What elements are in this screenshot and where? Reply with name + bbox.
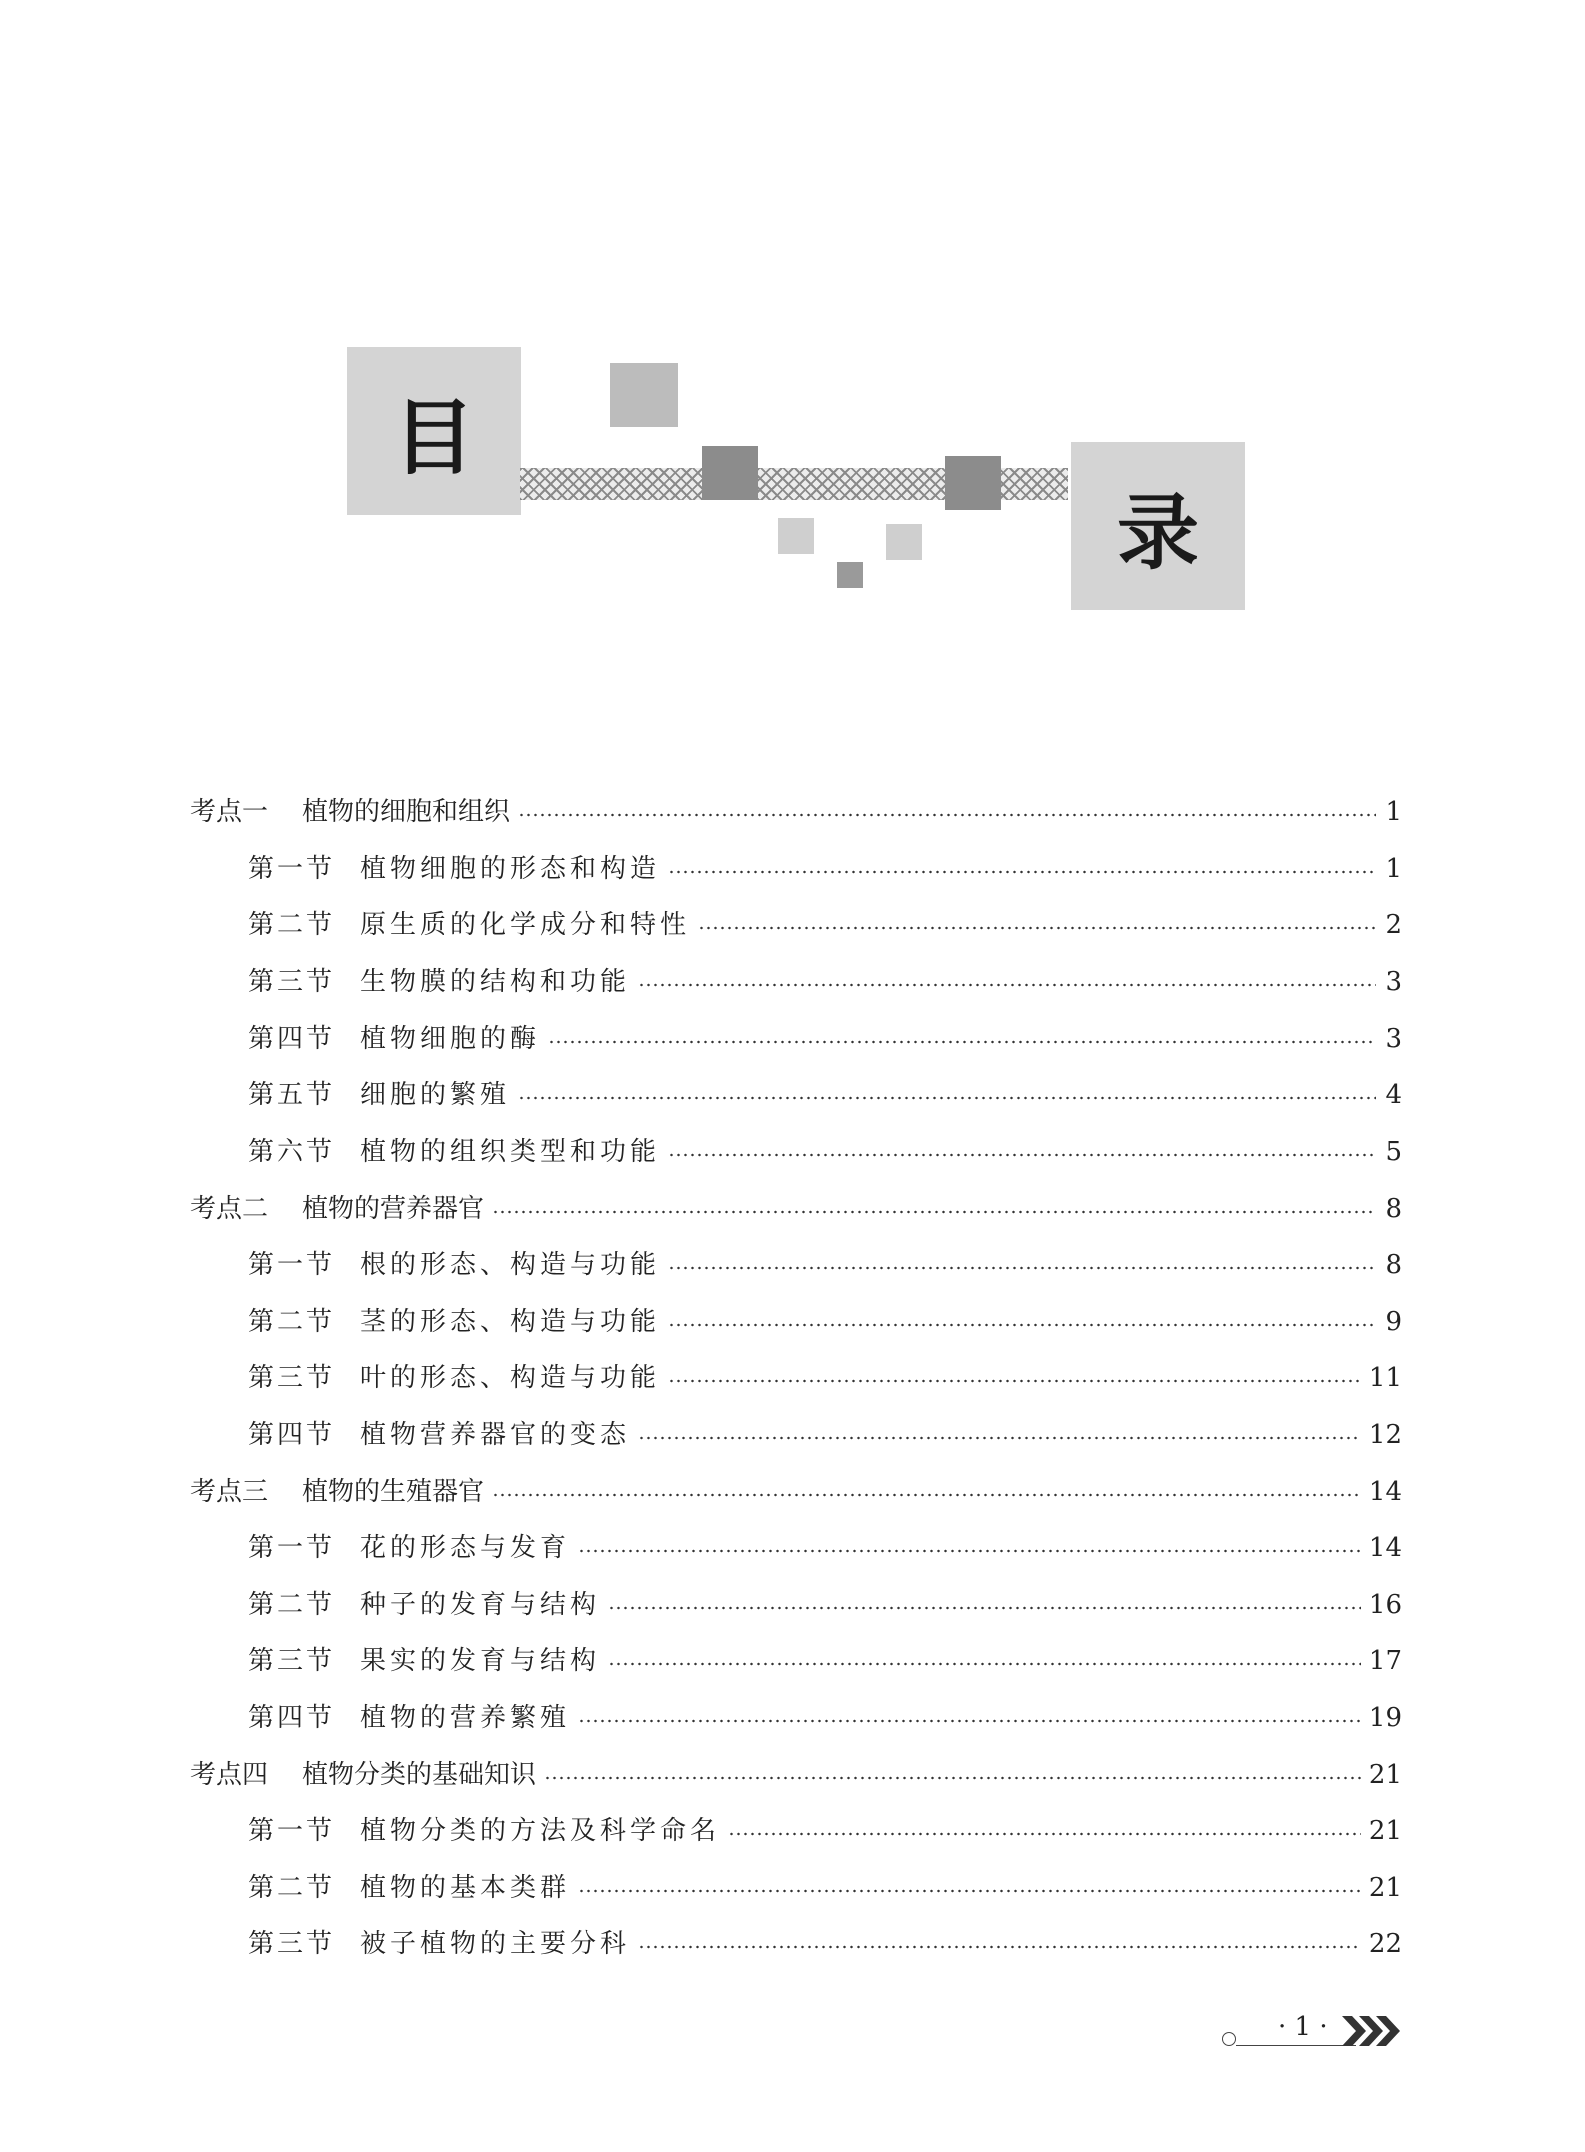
page-number: 16 [1368, 1590, 1402, 1620]
section-title: 植物的基本类群 [360, 1873, 571, 1903]
section-number: 第二节 [248, 910, 336, 940]
title-char-1: 目 [392, 390, 475, 486]
double-chevron-right-icon [1342, 2014, 1402, 2048]
page-number: 22 [1368, 1929, 1402, 1959]
leader-dots [492, 1210, 1376, 1214]
toc-chapter-2[interactable] [190, 1192, 1402, 1226]
deco-square [837, 562, 863, 588]
section-title: 茎的形态、构造与功能 [360, 1307, 661, 1337]
toc-section[interactable] [248, 1078, 1402, 1112]
leader-dots [578, 1889, 1361, 1893]
toc-section[interactable] [248, 1871, 1402, 1905]
page-number: 8 [1385, 1194, 1402, 1224]
section-number: 第三节 [248, 1646, 336, 1676]
leader-dots [544, 1776, 1361, 1780]
toc-section[interactable] [248, 965, 1402, 999]
toc-section[interactable] [248, 1022, 1402, 1056]
page-number: 3 [1385, 967, 1402, 997]
leader-dots [578, 1719, 1361, 1723]
section-title: 细胞的繁殖 [360, 1080, 511, 1110]
page-number: 3 [1385, 1024, 1402, 1054]
toc-section[interactable] [248, 1814, 1402, 1848]
toc-section[interactable] [248, 1927, 1402, 1961]
leader-dots [638, 983, 1376, 987]
section-title: 植物营养器官的变态 [360, 1420, 631, 1450]
section-number: 第四节 [248, 1024, 336, 1054]
toc-section[interactable] [248, 1305, 1402, 1339]
section-number: 第一节 [248, 854, 336, 884]
toc-section[interactable] [248, 1361, 1402, 1395]
toc-chapter-4[interactable] [190, 1758, 1402, 1792]
toc-section[interactable] [248, 1701, 1402, 1735]
leader-dots [698, 926, 1376, 930]
toc-chapter-1[interactable] [190, 795, 1402, 829]
deco-square [778, 518, 814, 554]
deco-square [702, 446, 758, 500]
chapter-title: 植物分类的基础知识 [302, 1760, 537, 1790]
deco-square [886, 524, 922, 560]
toc-section[interactable] [248, 1135, 1402, 1169]
leader-dots [548, 1040, 1376, 1044]
toc-section[interactable] [248, 908, 1402, 942]
leader-dots [668, 1153, 1376, 1157]
page-number: 14 [1368, 1477, 1402, 1507]
chapter-number: 考点四 [190, 1760, 269, 1790]
section-number: 第二节 [248, 1590, 336, 1620]
page-number: 1 [1385, 797, 1402, 827]
section-title: 生物膜的结构和功能 [360, 967, 631, 997]
page-number: 4 [1385, 1080, 1402, 1110]
page-number: 21 [1368, 1816, 1402, 1846]
leader-dots [608, 1606, 1361, 1610]
chapter-number: 考点一 [190, 797, 269, 827]
page-number: 17 [1368, 1646, 1402, 1676]
toc-chapter-3[interactable] [190, 1475, 1402, 1509]
page-number: 8 [1385, 1250, 1402, 1280]
section-number: 第一节 [248, 1816, 336, 1846]
leader-dots [608, 1662, 1361, 1666]
section-number: 第一节 [248, 1533, 336, 1563]
leader-dots [728, 1832, 1361, 1836]
section-number: 第二节 [248, 1307, 336, 1337]
section-title: 原生质的化学成分和特性 [360, 910, 691, 940]
toc-header-banner [0, 0, 1585, 700]
page-number: 9 [1385, 1307, 1402, 1337]
page-number: 14 [1368, 1533, 1402, 1563]
section-number: 第二节 [248, 1873, 336, 1903]
toc-section[interactable] [248, 1531, 1402, 1565]
section-title: 种子的发育与结构 [360, 1590, 601, 1620]
toc-section[interactable] [248, 1418, 1402, 1452]
section-title: 植物分类的方法及科学命名 [360, 1816, 721, 1846]
page-number: 2 [1385, 910, 1402, 940]
leader-dots [518, 1096, 1376, 1100]
section-number: 第五节 [248, 1080, 336, 1110]
section-number: 第一节 [248, 1250, 336, 1280]
chapter-number: 考点二 [190, 1194, 269, 1224]
section-number: 第三节 [248, 1363, 336, 1393]
chapter-title: 植物的生殖器官 [302, 1477, 485, 1507]
section-title: 植物的营养繁殖 [360, 1703, 571, 1733]
section-title: 植物的组织类型和功能 [360, 1137, 661, 1167]
chapter-title: 植物的细胞和组织 [302, 797, 511, 827]
title-char-2: 录 [1116, 485, 1199, 581]
section-title: 被子植物的主要分科 [360, 1929, 631, 1959]
section-title: 花的形态与发育 [360, 1533, 571, 1563]
leader-dots [668, 870, 1376, 874]
page-number: 1 [1385, 854, 1402, 884]
page-footer [1222, 2010, 1402, 2050]
leader-dots [638, 1436, 1361, 1440]
section-number: 第六节 [248, 1137, 336, 1167]
section-title: 根的形态、构造与功能 [360, 1250, 661, 1280]
footer-rule [1236, 2045, 1356, 2046]
page-number: 12 [1368, 1420, 1402, 1450]
page-number: 19 [1368, 1703, 1402, 1733]
leader-dots [668, 1379, 1361, 1383]
section-number: 第三节 [248, 1929, 336, 1959]
page-number: 11 [1368, 1363, 1402, 1393]
leader-dots [638, 1945, 1361, 1949]
section-number: 第四节 [248, 1420, 336, 1450]
toc-section[interactable] [248, 1588, 1402, 1622]
page-number: 21 [1368, 1760, 1402, 1790]
section-title: 叶的形态、构造与功能 [360, 1363, 661, 1393]
leader-dots [578, 1549, 1361, 1553]
deco-square [945, 456, 1001, 510]
footer-page-number: · 1 · [1278, 2012, 1328, 2042]
section-title: 植物细胞的形态和构造 [360, 854, 661, 884]
section-number: 第四节 [248, 1703, 336, 1733]
leader-dots [518, 813, 1376, 817]
page-number: 21 [1368, 1873, 1402, 1903]
chapter-number: 考点三 [190, 1477, 269, 1507]
deco-square [610, 363, 678, 427]
circle-icon [1222, 2032, 1236, 2046]
leader-dots [492, 1493, 1361, 1497]
title-box-2 [1071, 442, 1245, 610]
section-title: 果实的发育与结构 [360, 1646, 601, 1676]
toc-section[interactable] [248, 1248, 1402, 1282]
toc-section[interactable] [248, 1644, 1402, 1678]
leader-dots [668, 1266, 1376, 1270]
section-title: 植物细胞的酶 [360, 1024, 541, 1054]
toc-section[interactable] [248, 852, 1402, 886]
chapter-title: 植物的营养器官 [302, 1194, 485, 1224]
section-number: 第三节 [248, 967, 336, 997]
title-box-1 [347, 347, 521, 515]
leader-dots [668, 1323, 1376, 1327]
page-number: 5 [1385, 1137, 1402, 1167]
